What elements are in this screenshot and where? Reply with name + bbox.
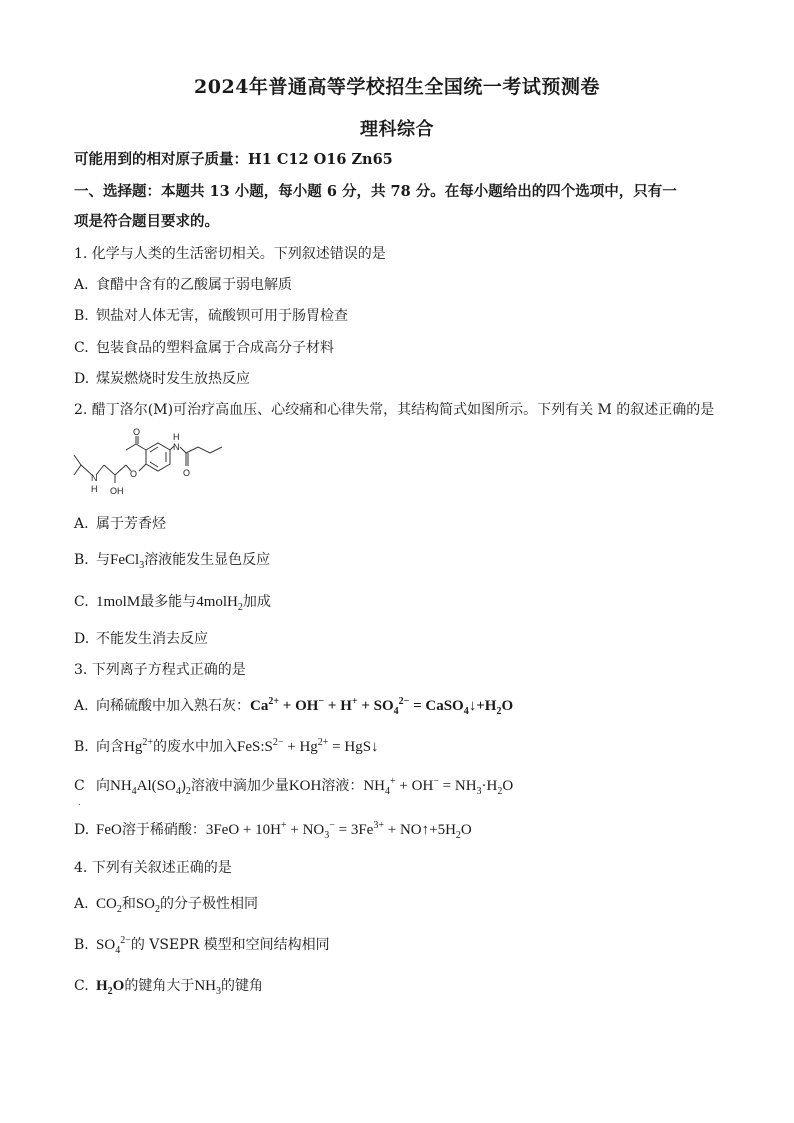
atom-n-amine: N [91, 473, 98, 483]
option-letter: A. [74, 516, 89, 532]
formula: FeCl$_3$ [110, 552, 145, 571]
option-text: 与 [96, 552, 110, 568]
option-text: 不能发生消去反应 [96, 631, 208, 647]
exam-subtitle: 理科综合 [360, 119, 434, 140]
option-letter: B. [74, 552, 89, 568]
q1-option-d [74, 369, 724, 389]
q2-option-c [74, 592, 724, 612]
atom-o-carbonyl: O [133, 428, 141, 437]
option-letter: A. [74, 698, 89, 714]
q1-option-c [74, 338, 724, 358]
question-3-stem: 3. 下列离子方程式正确的是 [74, 662, 246, 678]
formula: $Hg^{2+}$ [124, 737, 153, 755]
formula: FeS [236, 739, 261, 755]
option-text: 食醋中含有的乙酸属于弱电解质 [96, 277, 292, 293]
formula: $CO_2$ [96, 896, 122, 915]
q4-option-a [74, 894, 724, 914]
formula: $H_2O$ [96, 978, 125, 997]
q2-option-b [74, 550, 724, 570]
ionic-equation: $S^{2-} + Hg^{2+}$ = HgS↓ [264, 737, 379, 755]
formula: $NH_3$ [194, 978, 222, 997]
question-1-stem: 1. 化学与人类的生活密切相关。下列叙述错误的是 [74, 246, 386, 262]
butanoyl-chain [186, 447, 222, 453]
option-text: 最多能与 [140, 594, 197, 610]
q1-option-a [74, 275, 724, 295]
option-letter: C. [74, 978, 89, 994]
q4-option-c [74, 976, 724, 996]
atom-o-amide: O [183, 468, 191, 478]
option-text: 包装食品的塑料盒属于合成高分子材料 [96, 340, 334, 356]
option-letter: D. [74, 631, 90, 647]
option-text: 的分子极性相同 [160, 896, 259, 912]
stray-dot: . [78, 798, 81, 807]
option-text: 的废水中加入 [152, 739, 237, 755]
option-letter: D. [74, 371, 90, 387]
option-text: 向稀硫酸中加入熟石灰： [96, 698, 250, 714]
q3-option-b [74, 737, 724, 757]
question-4-stem: 4. 下列有关叙述正确的是 [74, 860, 232, 876]
formula: $NH_4Al(SO_4)_2$ [110, 778, 191, 797]
atom-oh: OH [110, 486, 124, 496]
formula: KOH [288, 778, 322, 794]
option-text: 加成 [242, 594, 271, 610]
chain-bonds [104, 465, 126, 475]
q3-option-c [74, 776, 724, 796]
q2-option-d [74, 629, 724, 649]
option-text: 向 [96, 778, 110, 794]
option-text: 溶于稀硝酸： [121, 822, 206, 838]
option-text: 向含 [96, 739, 124, 755]
option-letter: C [74, 778, 85, 794]
option-letter: B. [74, 937, 89, 953]
atomic-masses-note: 可能用到的相对原子质量：H1 C12 O16 Zn65 [74, 151, 393, 168]
option-letter: B. [74, 308, 89, 324]
option-text: 的键角 [221, 978, 264, 994]
formula: FeO [96, 822, 122, 838]
isopropyl-bonds [74, 455, 81, 475]
formula: $SO_4^{2-}$ [96, 935, 131, 956]
colon: : [260, 739, 265, 755]
atom-n-amide: N [173, 442, 180, 452]
formula: 1molM [96, 594, 141, 610]
option-letter: A. [74, 277, 89, 293]
option-text: 煤炭燃烧时发生放热反应 [96, 371, 250, 387]
option-text: 溶液能发生显色反应 [144, 552, 271, 568]
formula: 4molH$_2$ [196, 594, 243, 613]
ionic-equation: $Ca^{2+} + OH^- + H^+ + SO_4^{2-}$ = $CaSO_4↓+H_2O$ [250, 696, 514, 717]
bond [139, 464, 146, 471]
option-letter: B. [74, 739, 89, 755]
option-text: 的 VSEPR 模型和空间结构相同 [130, 937, 330, 953]
ionic-equation: $3FeO + 10H^+ + NO_3^- = 3Fe^{3+}$ + $NO↑+5H_2O$ [205, 820, 472, 841]
option-letter: A. [74, 896, 89, 912]
option-text: 和 [121, 896, 136, 912]
q1-option-b [74, 306, 724, 326]
atom-h-amide: H [173, 432, 180, 442]
aromatic-bond [150, 462, 158, 467]
bond [180, 447, 186, 453]
option-text: 的键角大于 [124, 978, 195, 994]
atom-h-amine: H [91, 484, 98, 494]
option-letter: C. [74, 594, 89, 610]
section-instruction-line1: 一、选择题：本题共 13 小题，每小题 6 分，共 78 分。在每小题给出的四个选项中，只有一 [74, 183, 677, 200]
option-text: 溶液： [321, 778, 364, 794]
option-text: 钡盐对人体无害，硫酸钡可用于肠胃检查 [96, 308, 348, 324]
bond [136, 444, 146, 450]
section-instruction-line2: 项是符合题目要求的。 [74, 213, 219, 230]
q3-option-a [74, 696, 724, 716]
q2-option-a [74, 514, 724, 534]
option-text: 属于芳香烃 [96, 516, 166, 532]
q3-option-d [74, 820, 724, 840]
aromatic-bond [150, 447, 158, 452]
acebutolol-structure-diagram [68, 428, 238, 503]
bond [126, 444, 136, 450]
option-letter: D. [74, 822, 90, 838]
atom-o-ether: O [130, 469, 138, 479]
exam-title: 2024年普通高等学校招生全国统一考试预测卷 [194, 76, 600, 98]
option-text: 溶液中滴加少量 [190, 778, 289, 794]
formula: $SO_2$ [135, 896, 161, 915]
q4-option-b [74, 935, 724, 955]
option-letter: C. [74, 340, 89, 356]
question-2-stem: 2. 醋丁洛尔(M)可治疗高血压、心绞痛和心律失常，其结构简式如图所示。下列有关 M 的叙述正确的是 [74, 402, 715, 418]
ionic-equation: $NH_4^+ + OH^- = NH_3\cdot H_2O$ [363, 776, 514, 797]
